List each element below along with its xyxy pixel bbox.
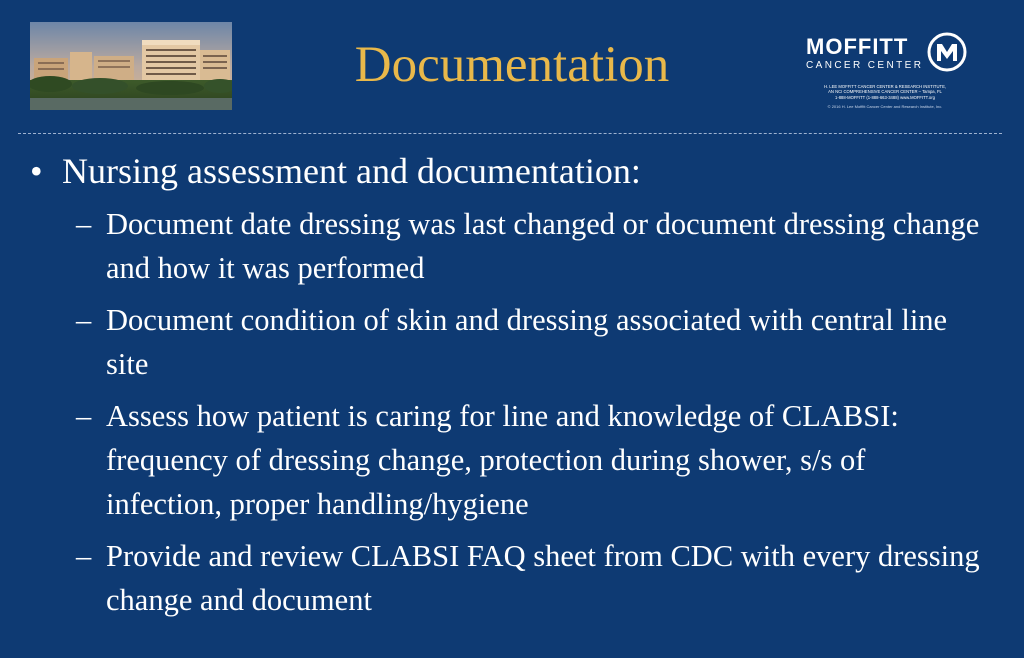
building-photo [30, 22, 232, 110]
slide-body [28, 148, 988, 630]
title-divider [18, 133, 1002, 134]
sub-item [28, 534, 988, 622]
dash-symbol: – [76, 539, 92, 573]
moffitt-logo [800, 28, 970, 114]
sub-item-text: Assess how patient is caring for line and knowledge of CLABSI: frequency of dressing change, protection during shower, s/s of infection, proper handling/hygiene [106, 399, 899, 521]
sub-item-text: Document date dressing was last changed or document dressing change and how it was performed [106, 207, 980, 285]
sub-item [28, 298, 988, 386]
logo-fine-line-1: H. LEE MOFFITT CANCER CENTER & RESEARCH INSTITUTE, [823, 84, 947, 89]
sub-item [28, 394, 988, 526]
dash-symbol: – [76, 303, 92, 337]
dash-symbol: – [76, 399, 92, 433]
sub-item-text: Document condition of skin and dressing associated with central line site [106, 303, 948, 381]
moffitt-m-logo-icon [927, 32, 967, 72]
logo-copyright: © 2016 H. Lee Moffitt Cancer Center and Research Institute, Inc. [827, 104, 943, 109]
logo-fine-line-3: 1-888-MOFFITT (1-888-663-3488) www.MOFFITT.org [835, 94, 935, 100]
bullet-symbol: • [30, 151, 43, 191]
logo-subtitle: CANCER CENTER [806, 60, 924, 71]
logo-name: MOFFITT [806, 34, 909, 59]
sub-item-text: Provide and review CLABSI FAQ sheet from CDC with every dressing change and document [106, 539, 980, 617]
bullet-text: Nursing assessment and documentation: [62, 151, 641, 191]
sub-item [28, 202, 988, 290]
bullet-item [28, 148, 988, 194]
logo-fine-line-2: AN NCI COMPREHENSIVE CANCER CENTER – Tampa, FL [828, 89, 942, 95]
slide-title: Documentation [354, 37, 670, 93]
dash-symbol: – [76, 207, 92, 241]
logo-fine-print [800, 84, 970, 100]
